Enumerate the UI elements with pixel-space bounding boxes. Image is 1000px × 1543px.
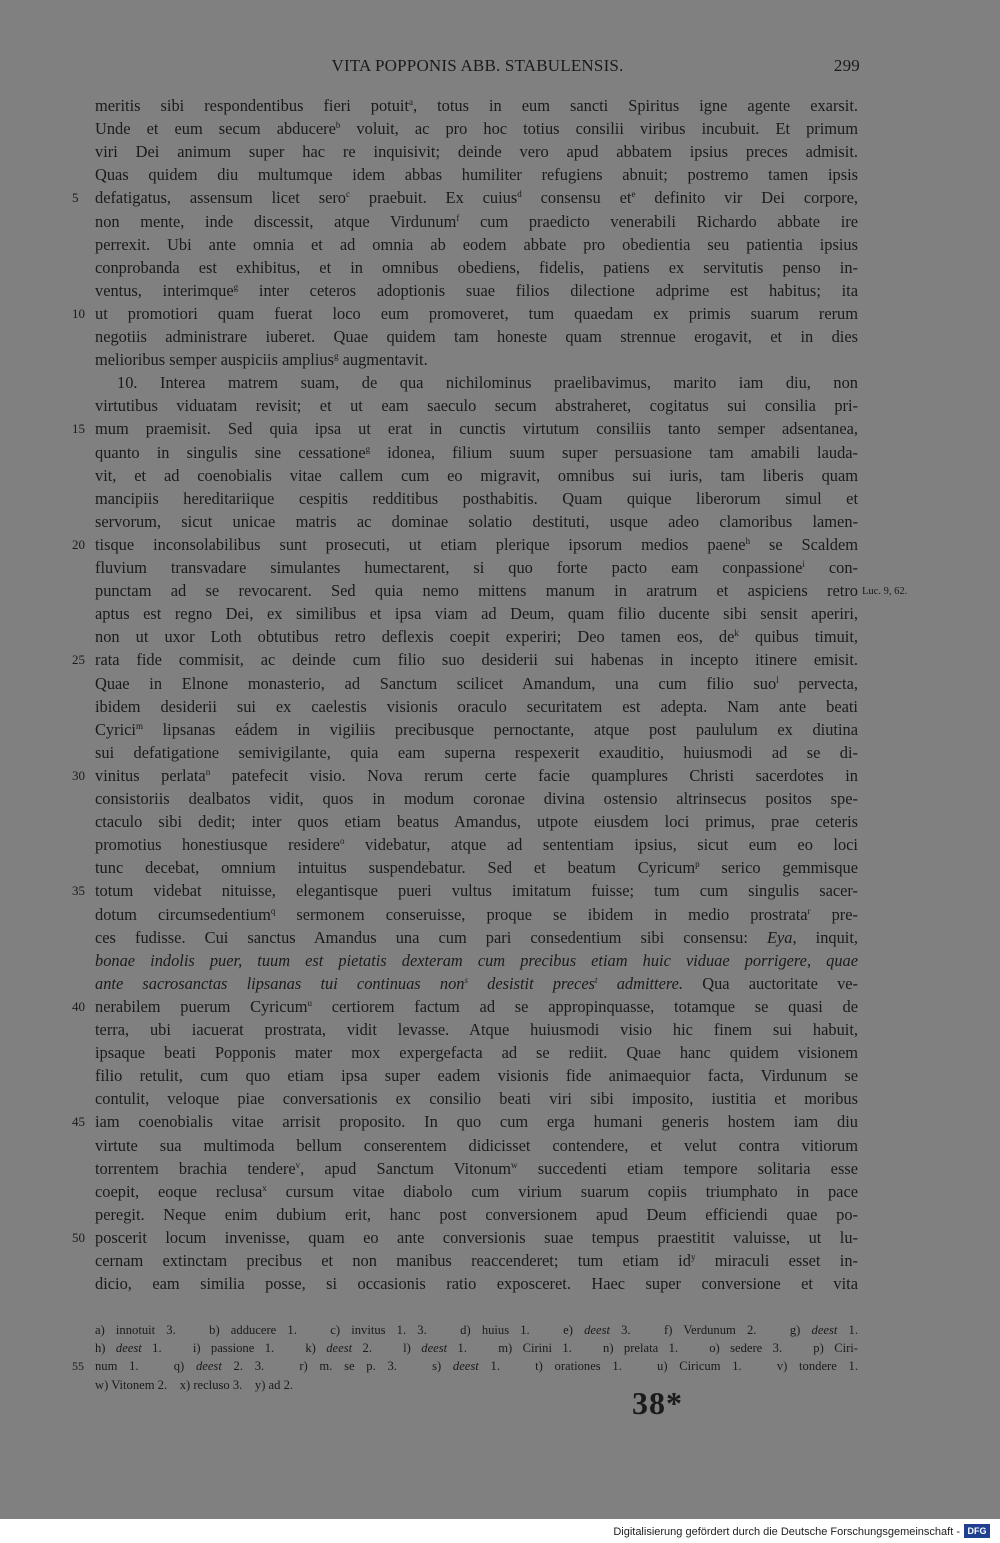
text-line: rata fide commisit, ac deinde cum filio suo desiderii sui habenas in incepto itinere emisit. — [95, 650, 858, 670]
text-line: Cyrici$^m$ lipsanas eádem in vigiliis precibusque pernoctante, atque post paululum ex diutina — [95, 719, 858, 739]
text-line: non mente, inde discessit, atque Virdunum$^f$ cum praedicto venerabili Richardo abbate ire — [95, 211, 858, 231]
text-line: virtute sua multimoda bellum conserentem didicisset contendere, et velut contra vitiorum — [95, 1135, 858, 1155]
text-line: consistoriis dealbatos vidit, quos in modum coronae divina ostensio altrinsecus positos spe- — [95, 789, 858, 808]
text-line: aptus est regno Dei, ex similibus et ipsa viam ad Deum, quam filio ducente sibi sensit aperiri, — [95, 604, 858, 624]
digitization-credit: Digitalisierung gefördert durch die Deutsche Forschungsgemeinschaft - — [613, 1526, 960, 1538]
signature-mark: 38* — [632, 1385, 683, 1421]
text-line: tisque inconsolabilibus sunt prosecuti, ut etiam plerique ipsorum medios paene$^h$ se Scaldem — [95, 534, 859, 554]
text-line: ipsaque beati Popponis mater mox expergefacta ad se rediit. Quae hanc quidem visionem — [95, 1043, 858, 1063]
line-number: 45 — [72, 1114, 85, 1130]
text-line: vinitus perlata$^n$ patefecit visio. Nova rerum certe facie quamplures Christi sacerdotes in — [95, 765, 858, 785]
text-line: nerabilem puerum Cyricum$^u$ certiorem factum ad se appropinquasse, totamque se quasi de — [95, 996, 859, 1016]
text-line: cernam extinctam precibus et non manibus reaccenderet; tum etiam $id^y$ miraculi esset in- — [95, 1251, 858, 1270]
line-number: 20 — [72, 536, 85, 552]
line-number: 55 — [72, 1359, 84, 1374]
text-line: virtutibus viduatam revisit; et ut eam saeculo secum abstraheret, cogitatus sui consilia pri- — [95, 396, 858, 416]
text-line: tunc decebat, omnium intuitus suspendebatur. Sed et beatum Cyricum$^p$ serico gemmisque — [95, 858, 858, 878]
text-line: Unde et eum secum abducere$^b$ voluit, ac pro hoc totius consilii viribus incubuit. Et primum — [95, 119, 858, 139]
text-line: servorum, sicut unicae matris ac dominae solatio destituti, usque adeo clamoribus lamen- — [95, 511, 858, 531]
text-line: torrentem brachia tendere$^v$, apud Sanctum Vitonum$^w$ succedenti etiam tempore solitaria esse — [95, 1158, 858, 1178]
marginal-reference: Luc. 9, 62. — [862, 586, 908, 598]
text-line: 10. Interea matrem suam, de qua nichilominus praelibavimus, marito iam diu, non — [117, 373, 858, 393]
text-line: melioribus semper auspiciis amplius$^g$ augmentavit. — [95, 350, 428, 370]
text-line: peregit. Neque enim dubium erit, hanc post conversionem apud Deum efficiendi quae po- — [95, 1204, 858, 1224]
text-line: vit, et ad coenobialis vitae callem cum eo migravit, omnibus sui iuris, tam liberis quam — [95, 465, 858, 485]
line-number: 10 — [72, 305, 85, 321]
page-number: 299 — [833, 56, 860, 75]
text-line: ut promotiori quam fuerat loco eum promoveret, tum quaedam ex primis suarum rerum — [95, 303, 858, 323]
text-line: conprobanda est exhibitus, et in omnibus obediens, fidelis, patiens ex servitutis penso in- — [95, 257, 858, 277]
text-line: meritis sibi respondentibus fieri potuit$^a$, totus in eum sancti Spiritus igne agente exarsit. — [95, 96, 858, 115]
text-line: ibidem desiderii sui ex caelestis visionis oraculo securitatem est adepta. Nam ante beati — [95, 696, 858, 716]
footnote-line: num 1. q) deest 2. 3. r) m. se p. 3. s) deest 1. t) orationes 1. u) Ciricum 1. v) tondere 1. — [95, 1359, 858, 1374]
text-line: coepit, eoque reclusa$^x$ cursum vitae diabolo cum virium suarum copiis triumphato in pace — [95, 1181, 858, 1201]
footnote-line: h) deest 1. i) passione 1. k) deest 2. l) deest 1. m) Cirini 1. n) prelata 1. o) sedere 3. p) Ciri- — [95, 1341, 858, 1356]
text-line: bonae indolis puer, tuum est pietatis dexteram cum precibus etiam huic viduae porrigere, quae — [95, 950, 858, 970]
text-line: dotum circumsedentium$^q$ sermonem conseruisse, proque se ibidem in medio prostrata$^r$ pre- — [95, 904, 858, 924]
line-number: 35 — [72, 883, 85, 899]
text-line: iam coenobialis vitae arrisit proposito. In quo cum erga humani generis hostem iam diu — [95, 1112, 858, 1132]
text-line: dicio, eam similia posse, si occasionis ratio exposceret. Haec super conversione et vita — [95, 1274, 858, 1294]
text-line: filio retulit, cum quo etiam ipsa super eadem visionis fide animaequior facta, Virdunum se — [95, 1066, 858, 1086]
footnote-line: a) innotuit 3. b) adducere 1. c) invitus 1. 3. d) huius 1. e) deest 3. f) Verdunum 2. g) deest 1. — [95, 1323, 859, 1337]
line-number: 15 — [72, 421, 85, 437]
text-line: mancipiis hereditariique cespitis redditibus posthabitis. Quam quique liberorum simul et — [95, 488, 858, 508]
text-line: Quae in Elnone monasterio, ad Sanctum scilicet Amandum, una cum filio suo$^l$ pervecta, — [95, 673, 858, 693]
text-line: totum videbat nituisse, elegantisque pueri vultus imitatum fuisse; tum cum singulis sacer- — [95, 881, 858, 901]
dfg-logo: DFG — [964, 1524, 990, 1538]
text-line: ces fudisse. Cui sanctus Amandus una cum pari consedentium sibi consensu: Eya, inquit, — [95, 927, 858, 947]
text-line: poscerit locum invenisse, quam eo ante conversionis suae tempus praestitit valuisse, ut lu- — [95, 1227, 858, 1247]
line-number: 5 — [72, 190, 79, 206]
running-title: VITA POPPONIS ABB. STABULENSIS. — [331, 56, 624, 75]
text-line: ventus, interimque$^g$ inter ceteros adoptionis suae filios dilectione adprime est habitus; ita — [95, 280, 858, 300]
text-line: ante sacrosanctas lipsanas tui continuas non$^s$ desistit preces$^t$ admittere. Qua auctoritate ve- — [95, 973, 859, 993]
text-line: promotius honestiusque residere$^o$ videbatur, atque ad sententiam ipsius, sicut eum eo loci — [95, 835, 858, 855]
text-line: terra, ubi iacuerat prostrata, vidit levasse. Atque huiusmodi visio hic finem sui habuit, — [95, 1020, 858, 1039]
line-number: 30 — [72, 767, 85, 783]
text-line: mum praemisit. Sed quia ipsa ut erat in cunctis virtutum consiliis tanto semper adsentanea, — [95, 419, 858, 439]
running-header — [95, 56, 860, 80]
text-line: negotiis administrare iuberet. Quae quidem tam honeste quam strennue erogavit, et in dies — [95, 327, 858, 346]
text-line: viri Dei animum super hac re inquisivit; deinde vero apud abbatem ipsius preces admisit. — [95, 142, 858, 162]
text-line: punctam ad se revocarent. Sed quia nemo mittens manum in aratrum et aspiciens retro — [95, 581, 858, 601]
text-line: sui defatigatione semivigilante, quia eam superna respexerit exauditio, huiusmodi ad se di- — [95, 742, 858, 762]
line-number: 25 — [72, 652, 85, 668]
text-line: non ut uxor Loth obtutibus retro deflexis coepit experiri; Deo tamen eos, $de^k$ quibus timuit, — [95, 627, 858, 647]
footnote-line: w) Vitonem 2. x) recluso 3. y) ad 2. — [95, 1377, 294, 1392]
text-line: perrexit. Ubi ante omnia et ad omnia ab eodem abbate pro obedientia seu patientia ipsius — [95, 234, 858, 254]
text-line: ctaculo sibi dedit; inter quos etiam beatus Amandus, utpote eiusdem loci primus, prae ceteris — [95, 812, 858, 832]
line-number: 40 — [72, 998, 85, 1014]
text-line: fluvium transvadare simulantes humectarent, si quo forte pacto eam conpassione$^i$ con- — [95, 558, 858, 577]
text-line: quanto in singulis sine cessatione$^g$ idonea, filium suum super persuasione tam amabili lauda- — [95, 442, 859, 462]
text-line: Quas quidem diu multumque idem abbas humiliter refugiens abnuit; postremo tamen ipsis — [95, 165, 858, 185]
text-line: defatigatus, assensum licet sero$^c$ praebuit. Ex cuius$^d$ consensu $et^e$ definito vir Dei corpore, — [95, 188, 858, 208]
line-number: 50 — [72, 1229, 85, 1245]
text-line: contulit, veloque piae conversationis ex consilio beati viri sibi imposito, iustitia et moribus — [95, 1089, 858, 1109]
